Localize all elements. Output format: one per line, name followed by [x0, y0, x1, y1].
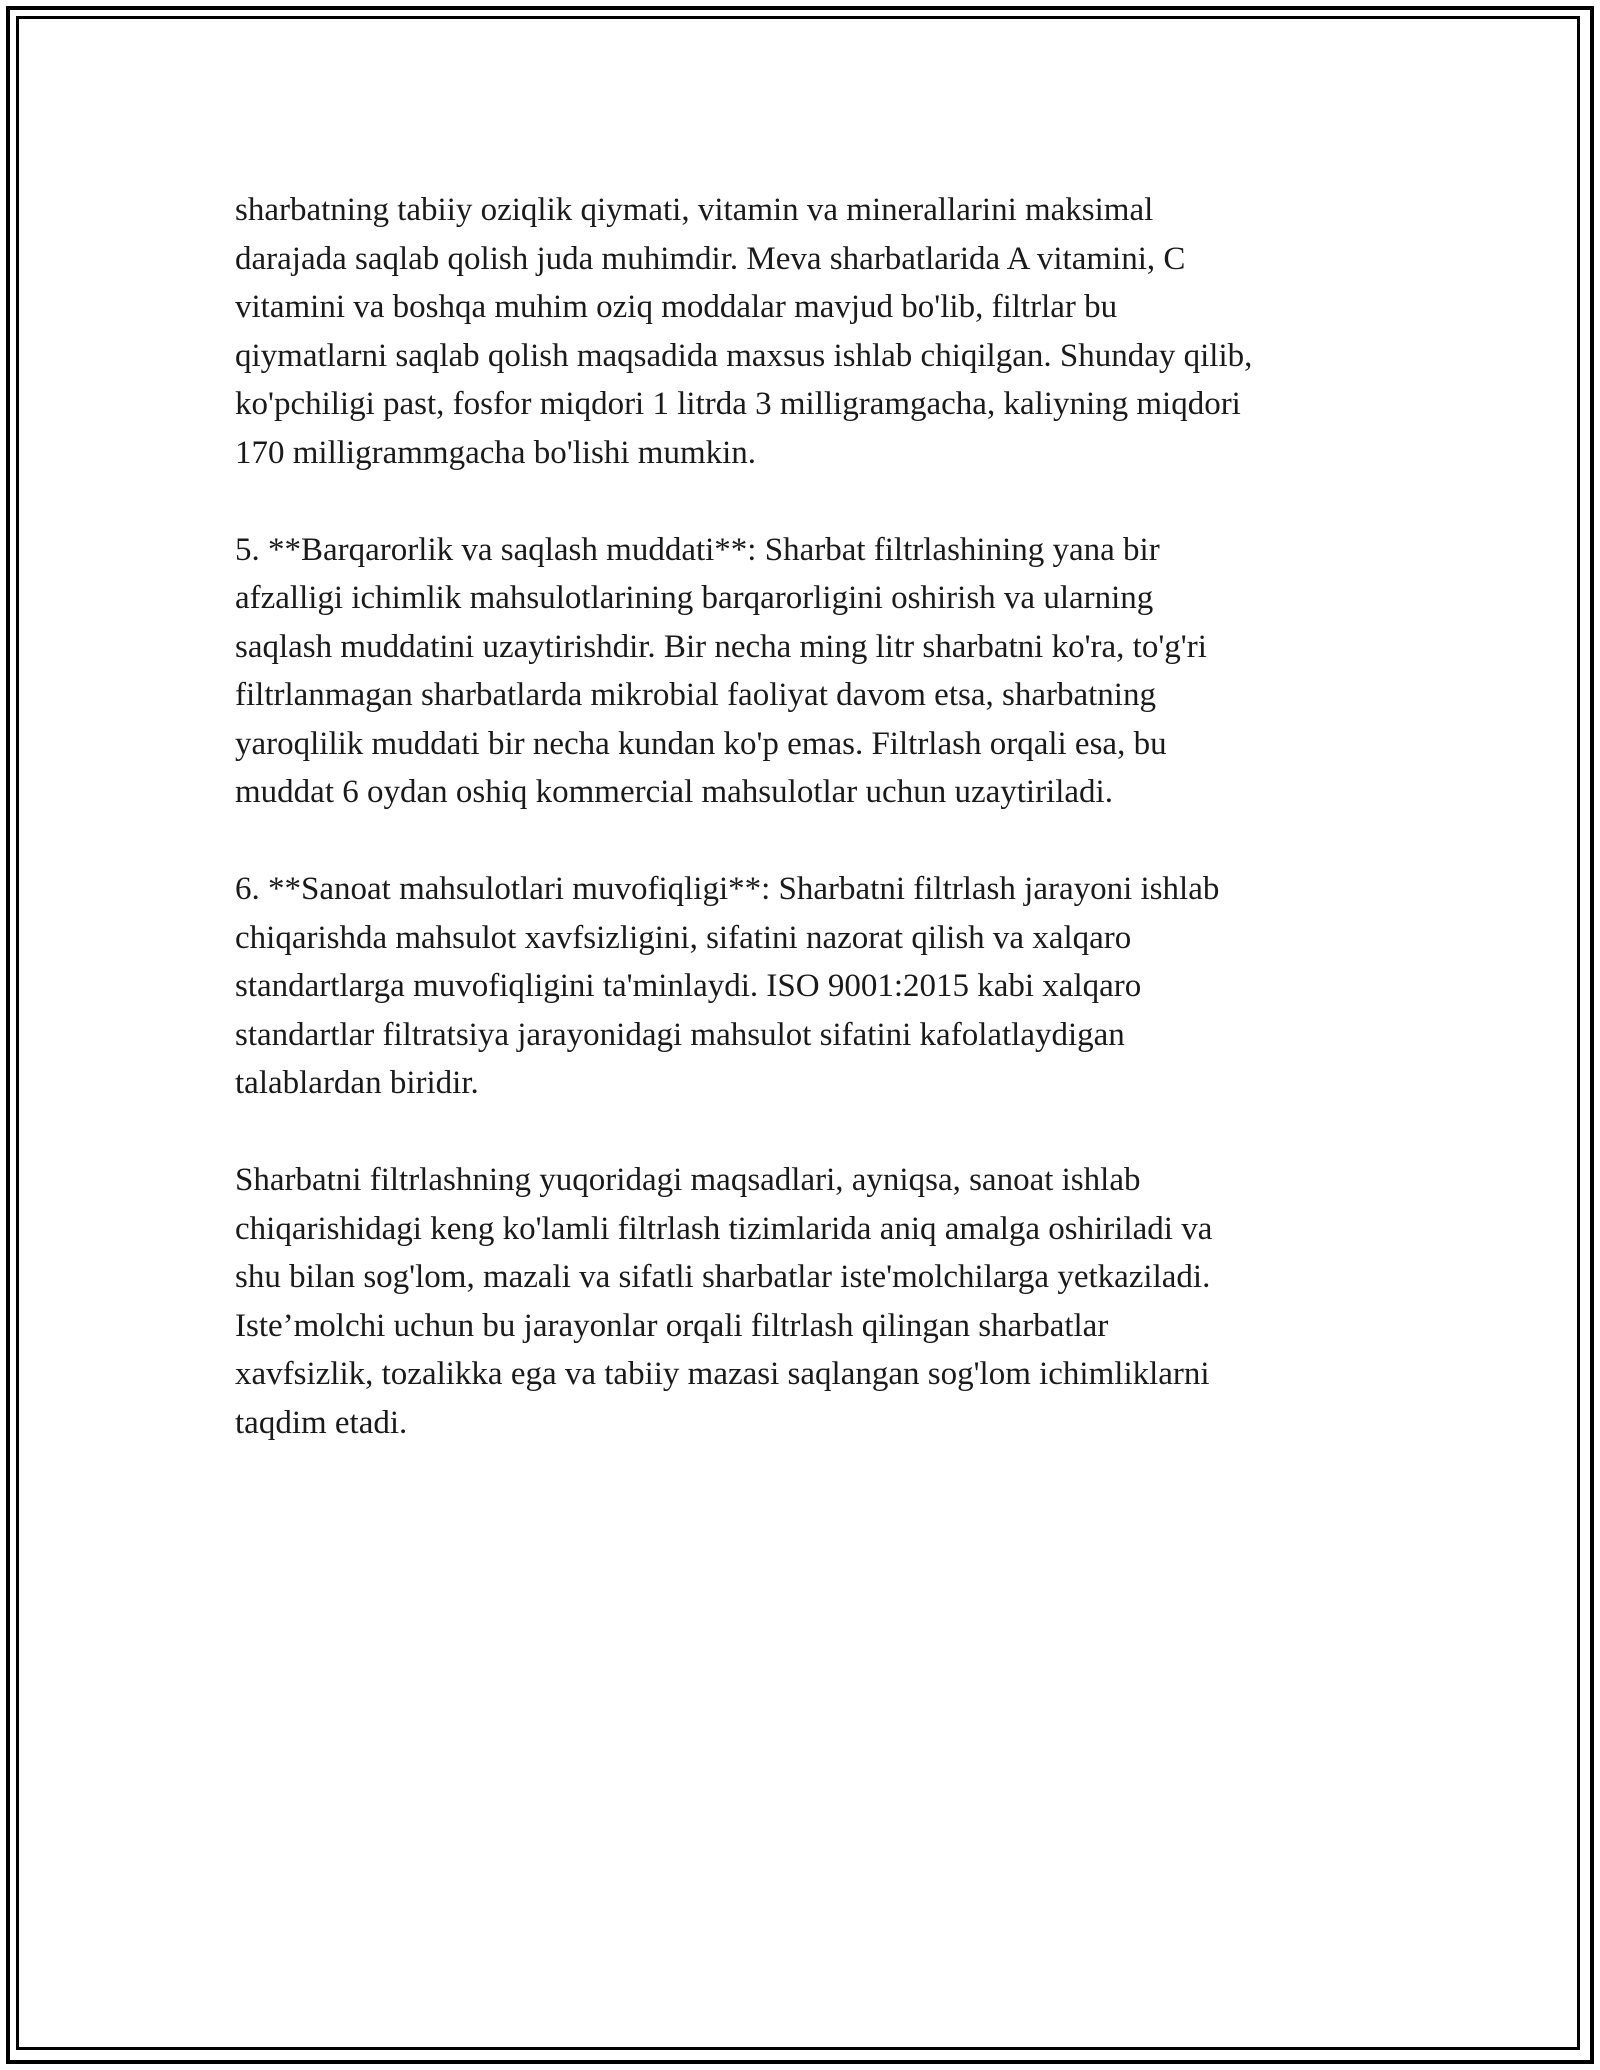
paragraph-conclusion: Sharbatni filtrlashning yuqoridagi maqsadlari, ayniqsa, sanoat ishlab chiqarishidagi keng ko'lamli filtrlash tizimlarida aniq amalga oshiriladi va shu bilan sog'lom, mazali va sifatli sharbatlar iste'molchilarga yetkaziladi. Iste’molchi uchun bu jarayonlar orqali filtrlash qilingan sharbatlar xavfsizlik, tozalikka ega va tabiiy mazasi saqlangan sog'lom ichimliklarni taqdim etadi.: [235, 1162, 1213, 1441]
paragraph-stability-shelf-life: 5. **Barqarorlik va saqlash muddati**: Sharbat filtrlashining yana bir afzalligi ichimlik mahsulotlarining barqarorligini oshirish va ularning saqlash muddatini uzaytirishdir. Bir necha ming litr sharbatni ko'ra, to'g'ri filtrlanmagan sharbatlarda mikrobial faoliyat davom etsa, sharbatning yaroqlilik muddati bir necha kundan ko'p emas. Filtrlash orqali esa, bu muddat 6 oydan oshiq kommercial mahsulotlar uchun uzaytiriladi.: [235, 531, 1207, 810]
paragraph-nutrition: sharbatning tabiiy oziqlik qiymati, vitamin va minerallarini maksimal darajada saqlab qolish juda muhimdir. Meva sharbatlarida A vitamini, C vitamini va boshqa muhim oziq moddalar mavjud bo'lib, filtrlar bu qiymatlarni saqlab qolish maqsadida maxsus ishlab chiqilgan. Shunday qilib, ko'pchiligi past, fosfor miqdori 1 litrda 3 milligramgacha, kaliyning miqdori 170 milligrammgacha bo'lishi mumkin.: [235, 192, 1253, 471]
paragraph-industrial-compliance: 6. **Sanoat mahsulotlari muvofiqligi**: Sharbatni filtrlash jarayoni ishlab chiqarishda mahsulot xavfsizligini, sifatini nazorat qilish va xalqaro standartlarga muvofiqligini ta'minlaydi. ISO 9001:2015 kabi xalqaro standartlar filtratsiya jarayonidagi mahsulot sifatini kafolatlaydigan talablardan biridir.: [235, 871, 1220, 1101]
document-body: [235, 186, 1375, 1496]
